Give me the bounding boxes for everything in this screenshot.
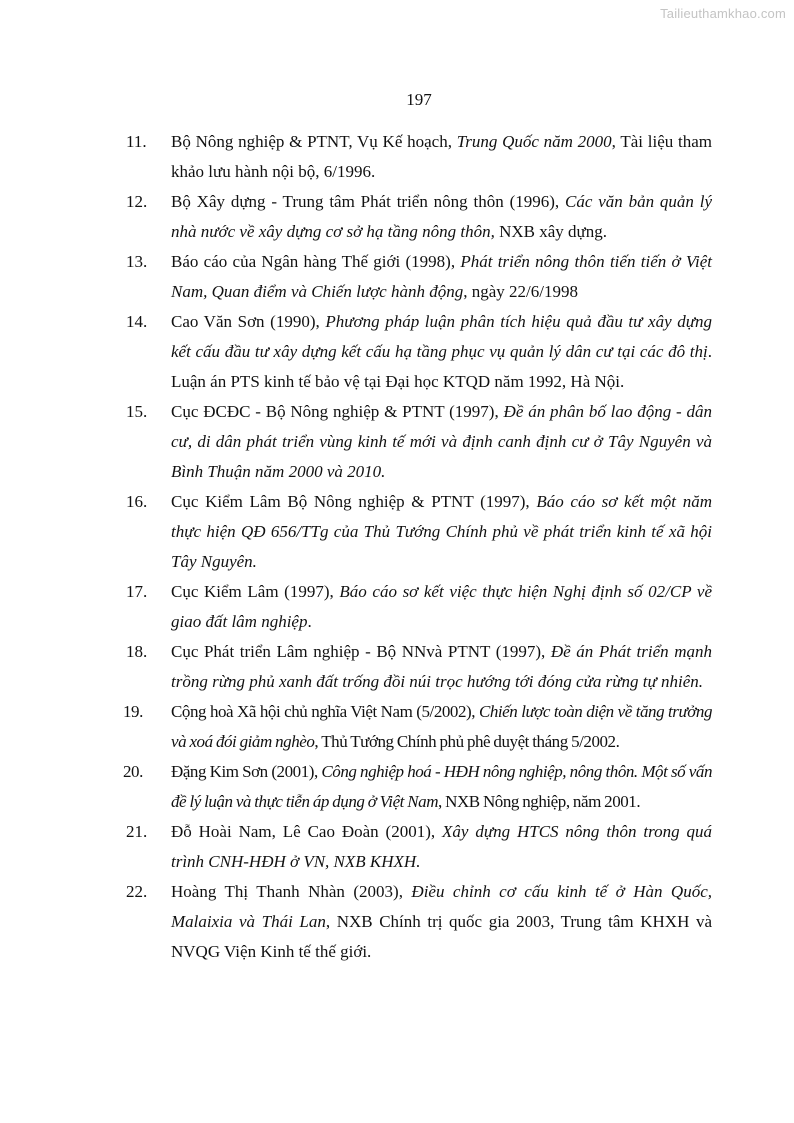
reference-text [171, 187, 712, 247]
reference-text [171, 577, 712, 637]
reference-item [123, 397, 712, 487]
reference-number: 17. [126, 582, 148, 601]
reference-item [123, 697, 712, 757]
reference-item [123, 877, 712, 967]
reference-number: 12. [126, 192, 148, 211]
reference-number: 19. [123, 702, 143, 721]
reference-title: Xây dựng HTCS nông thôn trong quá trình CNH-HĐH ở VN, NXB KHXH. [171, 822, 713, 871]
reference-segment: Bộ Nông nghiệp & PTNT, Vụ Kế hoạch, [171, 132, 457, 151]
reference-segment: Cao Văn Sơn (1990), [171, 312, 326, 331]
reference-text [171, 487, 712, 577]
reference-number: 15. [126, 402, 148, 421]
reference-number: 22. [126, 882, 148, 901]
reference-title: Phương pháp luận phân tích hiệu quả đầu tư xây dựng kết cấu đầu tư xây dựng kết cấu hạ tầng phục vụ quản lý dân cư tại các đô thị [171, 312, 713, 361]
reference-number: 21. [126, 822, 148, 841]
reference-text [171, 397, 712, 487]
reference-item [123, 127, 712, 187]
reference-number: 16. [126, 492, 148, 511]
reference-segment: Đỗ Hoài Nam, Lê Cao Đoàn (2001), [171, 822, 443, 841]
reference-segment: Cục ĐCĐC - Bộ Nông nghiệp & PTNT (1997), [171, 402, 504, 421]
reference-segment: Cục Kiểm Lâm (1997), [171, 582, 340, 601]
reference-title: Đề án Phát triển mạnh trồng rừng phủ xanh đất trống đồi núi trọc hướng tới đóng cửa rừng tự nhiên. [171, 642, 712, 691]
reference-title: Điều chỉnh cơ cấu kinh tế ở Hàn Quốc, Malaixia và Thái Lan [171, 882, 713, 931]
reference-number: 18. [126, 642, 148, 661]
reference-segment: , NXB Nông nghiệp, năm 2001. [438, 792, 641, 811]
reference-item [123, 307, 712, 397]
reference-title: Các văn bản quản lý nhà nước về xây dựng cơ sở hạ tầng nông thôn, [171, 192, 713, 241]
reference-list [123, 127, 712, 967]
reference-number: 20. [123, 762, 143, 781]
reference-item [123, 577, 712, 637]
reference-segment: , Tài liệu tham khảo lưu hành nội bộ, 6/1996. [171, 132, 712, 181]
reference-segment: . Luận án PTS kinh tế bảo vệ tại Đại học KTQD năm 1992, Hà Nội. [171, 342, 712, 391]
reference-segment: , NXB Chính trị quốc gia 2003, Trung tâm KHXH và NVQG Viện Kinh tế thế giới. [171, 912, 712, 961]
reference-number: 14. [126, 312, 148, 331]
reference-title: Trung Quốc năm 2000 [456, 132, 612, 151]
reference-title: Chiến lược toàn diện về tăng trưởng và xoá đói giảm nghèo [171, 702, 712, 751]
reference-text [171, 817, 712, 877]
reference-segment: , ngày 22/6/1998 [463, 282, 578, 301]
reference-title: Báo cáo sơ kết việc thực hiện Nghị định số 02/CP về giao đất lâm nghiệp [171, 582, 712, 631]
reference-text [171, 637, 712, 697]
reference-segment: Cục Phát triển Lâm nghiệp - Bộ NNvà PTNT (1997), [171, 642, 551, 661]
reference-item [123, 487, 712, 577]
reference-text [171, 307, 712, 397]
reference-segment: , Thủ Tướng Chính phủ phê duyệt tháng 5/2002. [314, 732, 620, 751]
reference-segment: Hoàng Thị Thanh Nhàn (2003), [171, 882, 412, 901]
page-number: 197 [406, 90, 432, 109]
reference-item [123, 817, 712, 877]
reference-number: 13. [126, 252, 148, 271]
reference-segment: Đặng Kim Sơn (2001), [171, 762, 322, 781]
reference-title: Đề án phân bố lao động - dân cư, di dân phát triển vùng kinh tế mới và định canh định cư ở Tây Nguyên và Bình Thuận năm 2000 và 2010. [171, 402, 712, 481]
reference-number: 11. [126, 132, 147, 151]
reference-segment: . [307, 612, 312, 631]
reference-segment: Bộ Xây dựng - Trung tâm Phát triển nông thôn (1996), [171, 192, 565, 211]
reference-item [123, 757, 712, 817]
reference-item [123, 637, 712, 697]
watermark: Tailieuthamkhao.com [660, 6, 786, 21]
reference-text [171, 697, 712, 757]
reference-title: Công nghiệp hoá - HĐH nông nghiệp, nông thôn. Một số vấn đề lý luận và thực tiễn áp dụng ở Việt Nam [171, 762, 712, 811]
reference-segment: Báo cáo của Ngân hàng Thế giới (1998), [171, 252, 461, 271]
reference-title: Phát triển nông thôn tiến tiến ở Việt Nam, Quan điểm và Chiến lược hành động [171, 252, 712, 301]
reference-text [171, 127, 712, 187]
reference-text [171, 757, 712, 817]
reference-text [171, 247, 712, 307]
reference-segment: Cục Kiểm Lâm Bộ Nông nghiệp & PTNT (1997), [171, 492, 537, 511]
reference-segment: NXB xây dựng. [494, 222, 608, 241]
reference-segment: Cộng hoà Xã hội chủ nghĩa Việt Nam (5/2002), [171, 702, 479, 721]
reference-item [123, 187, 712, 247]
reference-title: Báo cáo sơ kết một năm thực hiện QĐ 656/TTg của Thủ Tướng Chính phủ về phát triển kinh tế xã hội Tây Nguyên. [171, 492, 712, 571]
reference-item [123, 247, 712, 307]
reference-text [171, 877, 712, 967]
